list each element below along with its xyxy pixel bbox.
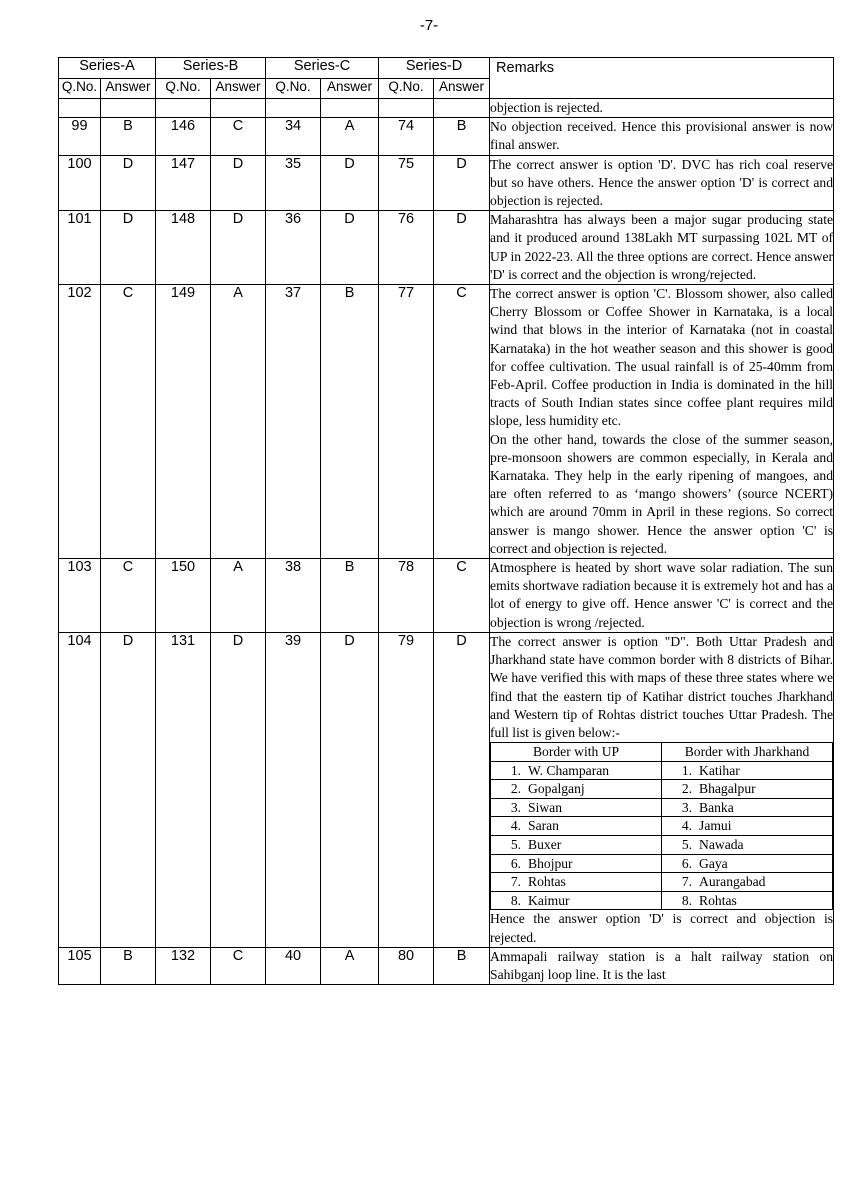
list-number: 8. (510, 892, 522, 908)
district-name: Bhojpur (528, 855, 573, 871)
list-number: 2. (510, 781, 522, 797)
list-number: 5. (681, 837, 693, 853)
remark-cell (490, 118, 834, 155)
series-d-answer: C (434, 559, 490, 633)
table-row (59, 155, 834, 211)
border-up-header: Border with UP (491, 743, 662, 762)
series-c-answer: B (321, 285, 379, 559)
district-name: Aurangabad (699, 874, 766, 890)
col-header-qno: Q.No. (266, 79, 321, 99)
series-a-qno: 105 (59, 947, 101, 984)
remark-text: The correct answer is option "D". Both Uttar Pradesh and Jharkhand state have common border with 8 districts of Bihar. We have verified this with maps of these three states where we find that the eastern tip of Katihar district touches Jharkhand and Western tip of Rohtas district touches Uttar Pradesh. The full list is given below:- (490, 633, 834, 740)
series-d-answer: D (434, 632, 490, 947)
remark-text: Maharashtra has always been a major sugar producing state and it produced around 138Lakh MT surpassing 102L MT of UP in 2022-23. All the three options are correct. Hence answer 'D' is correct and the objection is wrong/rejected. (490, 212, 834, 282)
list-number: 1. (681, 762, 693, 778)
remark-text: objection is rejected. (490, 99, 834, 118)
border-up-cell (491, 798, 662, 817)
series-c-answer: D (321, 632, 379, 947)
series-c-header: Series-C (266, 58, 379, 79)
series-a-qno: 99 (59, 118, 101, 155)
list-number: 8. (681, 892, 693, 908)
col-header-answer: Answer (211, 79, 266, 99)
series-d-answer: D (434, 211, 490, 285)
series-c-qno: 40 (266, 947, 321, 984)
series-d-qno: 74 (379, 118, 434, 155)
remark-cell (490, 632, 834, 947)
series-c-qno: 35 (266, 155, 321, 211)
table-row (59, 211, 834, 285)
remark-cell (490, 285, 834, 559)
col-header-answer: Answer (321, 79, 379, 99)
border-jharkhand-cell (662, 836, 833, 855)
series-d-qno: 77 (379, 285, 434, 559)
series-c-qno: 39 (266, 632, 321, 947)
series-a-header: Series-A (59, 58, 156, 79)
series-b-qno: 148 (156, 211, 211, 285)
border-up-cell (491, 817, 662, 836)
series-d-answer: B (434, 947, 490, 984)
series-a-qno: 103 (59, 559, 101, 633)
series-b-answer: D (211, 155, 266, 211)
col-header-qno: Q.No. (59, 79, 101, 99)
list-number: 1. (510, 762, 522, 778)
list-number: 4. (681, 818, 693, 834)
border-up-cell (491, 891, 662, 910)
remark-cell (490, 211, 834, 285)
series-b-header: Series-B (156, 58, 266, 79)
col-header-answer: Answer (101, 79, 156, 99)
border-districts-table (490, 742, 833, 910)
series-d-answer: B (434, 118, 490, 155)
series-a-qno: 101 (59, 211, 101, 285)
table-row (59, 285, 834, 559)
series-d-qno: 78 (379, 559, 434, 633)
list-number: 3. (510, 799, 522, 815)
district-name: Bhagalpur (699, 781, 756, 797)
col-header-qno: Q.No. (156, 79, 211, 99)
series-c-answer: A (321, 947, 379, 984)
district-name: Saran (528, 818, 559, 834)
district-name: Kaimur (528, 892, 570, 908)
remark-text: The correct answer is option 'D'. DVC has rich coal reserve but so have others. Hence the answer option 'D' is correct and objection is rejected. (490, 156, 834, 209)
series-a-answer: C (101, 559, 156, 633)
list-number: 5. (510, 837, 522, 853)
district-name: Buxer (528, 837, 562, 853)
series-d-header: Series-D (379, 58, 490, 79)
border-jharkhand-cell (662, 798, 833, 817)
border-up-cell (491, 780, 662, 799)
border-jharkhand-cell (662, 873, 833, 892)
remark-cell (490, 155, 834, 211)
series-a-answer: D (101, 155, 156, 211)
remark-text: No objection received. Hence this provisional answer is now final answer. (490, 119, 834, 153)
series-c-answer: B (321, 559, 379, 633)
list-number: 2. (681, 781, 693, 797)
series-a-answer: B (101, 947, 156, 984)
list-number: 7. (681, 874, 693, 890)
series-a-qno: 100 (59, 155, 101, 211)
border-jharkhand-cell (662, 780, 833, 799)
series-a-answer: B (101, 118, 156, 155)
district-name: Siwan (528, 799, 563, 815)
series-c-qno: 36 (266, 211, 321, 285)
series-c-answer: A (321, 118, 379, 155)
remark-cell (490, 947, 834, 984)
series-d-qno: 80 (379, 947, 434, 984)
district-name: W. Champaran (528, 762, 610, 778)
series-b-qno: 131 (156, 632, 211, 947)
series-a-answer: C (101, 285, 156, 559)
col-header-answer: Answer (434, 79, 490, 99)
border-up-cell (491, 873, 662, 892)
district-name: Rohtas (528, 874, 566, 890)
series-c-answer: D (321, 211, 379, 285)
list-number: 7. (510, 874, 522, 890)
border-jharkhand-cell (662, 891, 833, 910)
series-b-qno: 150 (156, 559, 211, 633)
remark-text: Atmosphere is heated by short wave solar radiation. The sun emits shortwave radiation because it is extremely hot and has a lot of energy to give off. Hence answer 'C' is correct and the objection is wrong /rejected. (490, 560, 834, 630)
remark-cell (490, 559, 834, 633)
border-up-cell (491, 854, 662, 873)
border-jharkhand-cell (662, 854, 833, 873)
district-name: Banka (699, 799, 734, 815)
series-c-answer: D (321, 155, 379, 211)
district-name: Gopalganj (528, 781, 585, 797)
district-name: Katihar (699, 762, 740, 778)
series-a-qno: 104 (59, 632, 101, 947)
series-b-answer: A (211, 559, 266, 633)
remark-text: Hence the answer option 'D' is correct and objection is rejected. (490, 911, 834, 945)
series-a-qno: 102 (59, 285, 101, 559)
table-row (59, 118, 834, 155)
series-d-answer: C (434, 285, 490, 559)
district-name: Jamui (699, 818, 732, 834)
border-jharkhand-cell (662, 817, 833, 836)
series-b-answer: C (211, 118, 266, 155)
list-number: 3. (681, 799, 693, 815)
series-b-qno: 146 (156, 118, 211, 155)
series-b-answer: A (211, 285, 266, 559)
district-name: Nawada (699, 837, 744, 853)
series-d-qno: 79 (379, 632, 434, 947)
series-b-qno: 149 (156, 285, 211, 559)
page-number: -7- (419, 17, 439, 34)
series-d-answer: D (434, 155, 490, 211)
remarks-header: Remarks (490, 58, 834, 99)
series-c-qno: 37 (266, 285, 321, 559)
remark-text: On the other hand, towards the close of the summer season, pre-monsoon showers are common especially, in Kerala and Karnataka. They help in the early ripening of mangoes, and are often referred to as ‘mango showers’ (source NCERT) which are around 70mm in April in these regions. So correct answer is mango shower. Hence the answer option 'C' is correct and objection is rejected. (490, 431, 834, 556)
series-b-answer: D (211, 632, 266, 947)
series-b-qno: 147 (156, 155, 211, 211)
border-up-cell (491, 761, 662, 780)
district-name: Rohtas (699, 892, 737, 908)
series-c-qno: 34 (266, 118, 321, 155)
series-a-answer: D (101, 632, 156, 947)
border-up-cell (491, 836, 662, 855)
col-header-qno: Q.No. (379, 79, 434, 99)
series-b-answer: D (211, 211, 266, 285)
list-number: 6. (681, 855, 693, 871)
table-row (59, 947, 834, 984)
series-b-answer: C (211, 947, 266, 984)
table-row (59, 632, 834, 947)
series-b-qno: 132 (156, 947, 211, 984)
answer-key-table (58, 57, 834, 985)
list-number: 6. (510, 855, 522, 871)
table-row-continuation (59, 99, 834, 118)
series-c-qno: 38 (266, 559, 321, 633)
remark-text: The correct answer is option 'C'. Blossom shower, also called Cherry Blossom or Coffee Shower in Karnataka, is a local wind that blows in the interior of Karnataka (not in coastal Karnataka) in the hot weather season and this shower is good for coffee cultivation. The usual rainfall is of 25-40mm from Feb-April. Coffee production in India is dominated in the hill tracts of South Indian states since coffee plant requires mild slope, less humidity etc. (490, 286, 834, 429)
border-jharkhand-cell (662, 761, 833, 780)
series-d-qno: 76 (379, 211, 434, 285)
list-number: 4. (510, 818, 522, 834)
district-name: Gaya (699, 855, 728, 871)
table-row (59, 559, 834, 633)
series-d-qno: 75 (379, 155, 434, 211)
remark-text: Ammapali railway station is a halt railway station on Sahibganj loop line. It is the last (490, 948, 834, 983)
series-a-answer: D (101, 211, 156, 285)
border-jharkhand-header: Border with Jharkhand (662, 743, 833, 762)
